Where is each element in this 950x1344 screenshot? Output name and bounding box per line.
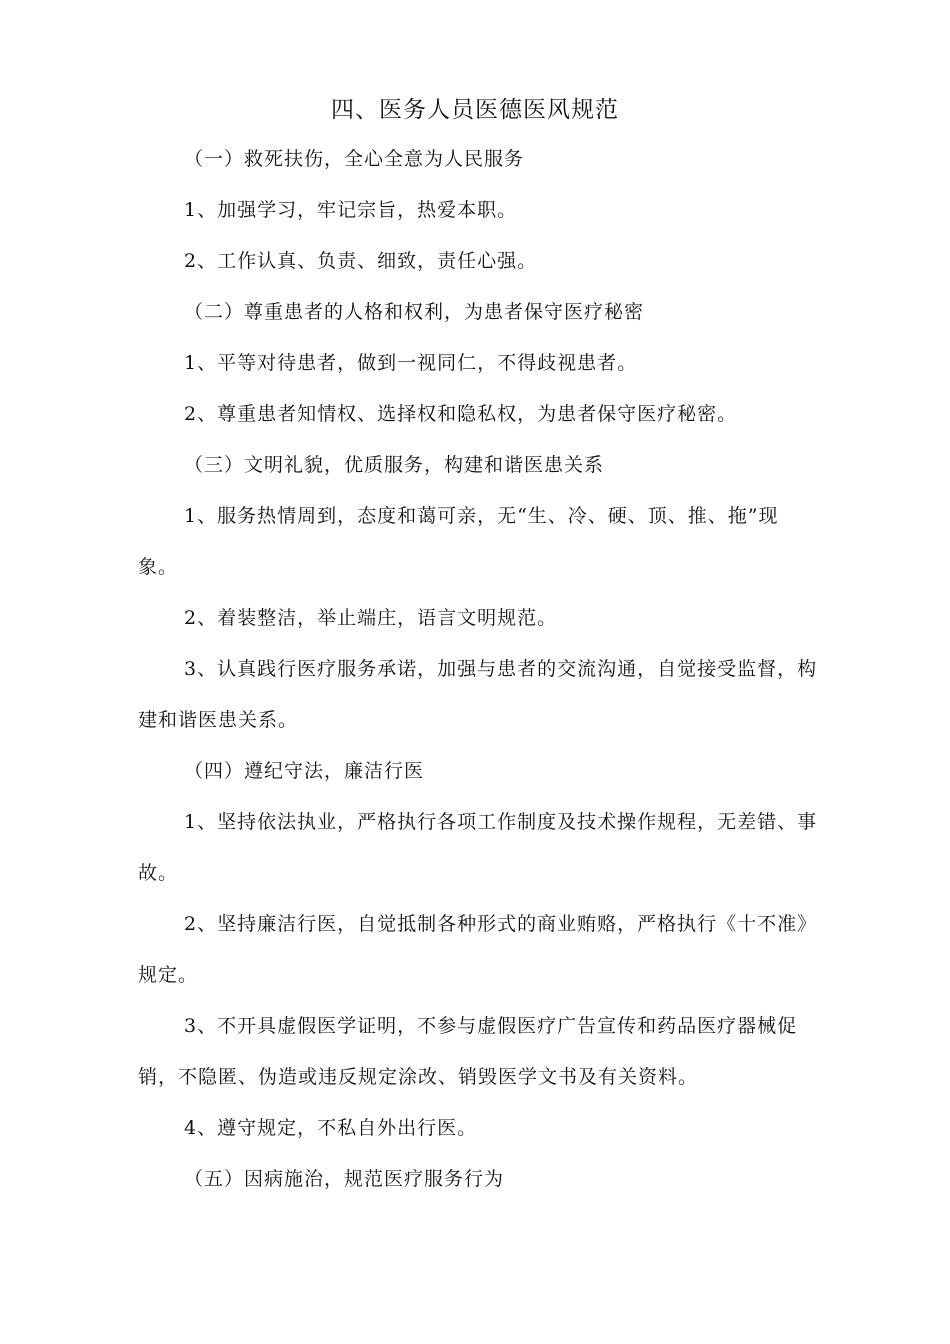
paragraph-4-2: 2、坚持廉洁行医，自觉抵制各种形式的商业贿赂，严格执行《十不准》规定。 — [138, 913, 818, 986]
paragraph-3-3: 3、认真践行医疗服务承诺，加强与患者的交流沟通，自觉接受监督，构建和谐医患关系。 — [138, 658, 818, 731]
section-heading-1: （一）救死扶伤，全心全意为人民服务 — [184, 148, 525, 170]
paragraph-2-2: 2、尊重患者知情权、选择权和隐私权，为患者保守医疗秘密。 — [184, 403, 738, 425]
paragraph-2-1: 1、平等对待患者，做到一视同仁，不得歧视患者。 — [184, 352, 638, 374]
paragraph-1-2: 2、工作认真、负责、细致，责任心强。 — [184, 250, 538, 272]
section-heading-3: （三）文明礼貌，优质服务，构建和谐医患关系 — [184, 454, 605, 476]
document-body — [138, 134, 818, 1205]
section-heading-4: （四）遵纪守法，廉洁行医 — [184, 760, 425, 782]
paragraph-4-1: 1、坚持依法执业，严格执行各项工作制度及技术操作规程，无差错、事故。 — [138, 811, 818, 884]
section-heading-5: （五）因病施治，规范医疗服务行为 — [184, 1168, 505, 1190]
paragraph-3-2: 2、着装整洁，举止端庄，语言文明规范。 — [184, 607, 558, 629]
paragraph-4-3: 3、不开具虚假医学证明，不参与虚假医疗广告宣传和药品医疗器械促销，不隐匿、伪造或违反规定涂改、销毁医学文书及有关资料。 — [138, 1015, 798, 1088]
document-title: 四、医务人员医德医风规范 — [331, 97, 619, 123]
paragraph-1-1: 1、加强学习，牢记宗旨，热爱本职。 — [184, 199, 518, 221]
section-heading-2: （二）尊重患者的人格和权利，为患者保守医疗秘密 — [184, 301, 645, 323]
paragraph-3-1: 1、服务热情周到，态度和蔼可亲，无“生、冷、硬、顶、推、拖”现象。 — [138, 505, 779, 578]
paragraph-4-4: 4、遵守规定，不私自外出行医。 — [184, 1117, 478, 1139]
